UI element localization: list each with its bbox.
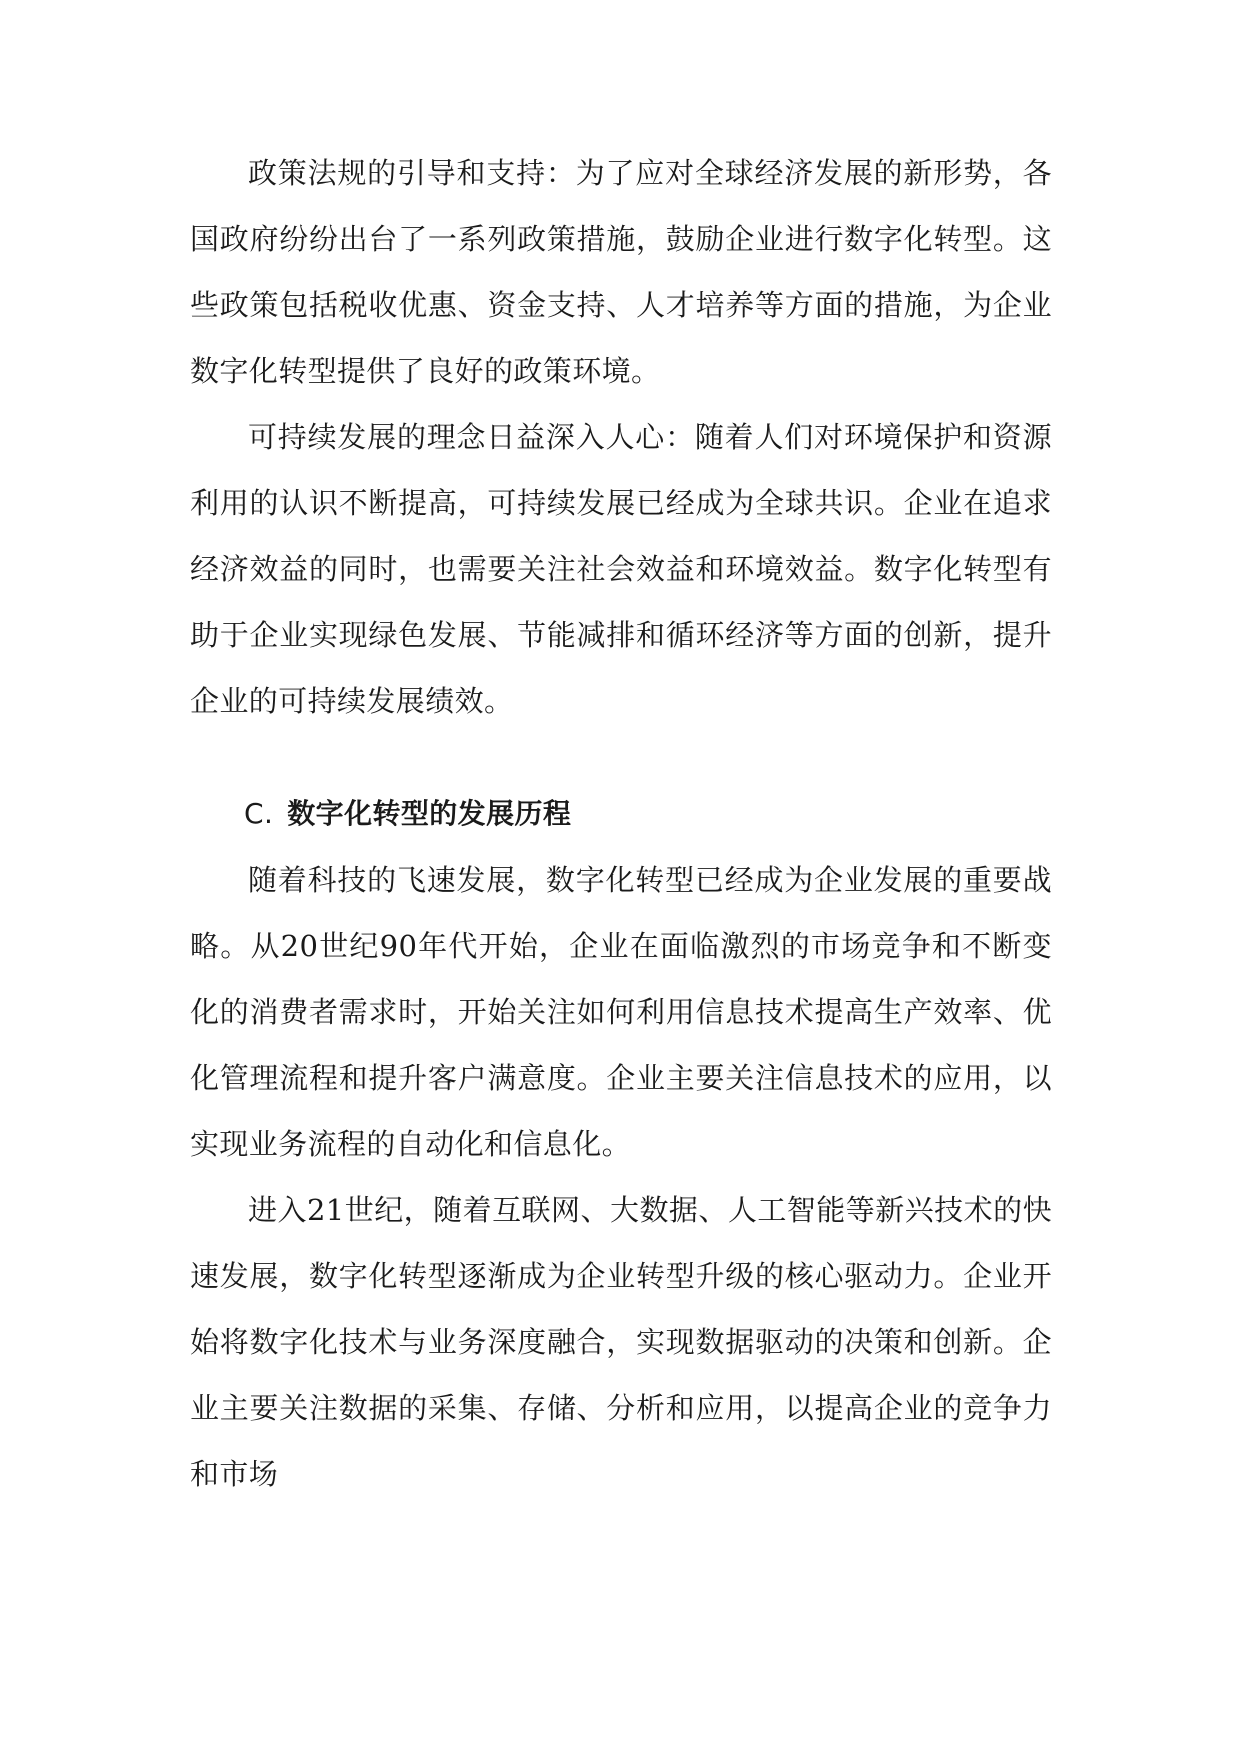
paragraph-policy-support: 政策法规的引导和支持：为了应对全球经济发展的新形势，各国政府纷纷出台了一系列政策措施，鼓励企业进行数字化转型。这些政策包括税收优惠、资金支持、人才培养等方面的措施，为企业数字化转型提供了良好的政策环境。 bbox=[190, 156, 1052, 388]
paragraph-history-21st-century: 进入21世纪，随着互联网、大数据、人工智能等新兴技术的快速发展，数字化转型逐渐成为企业转型升级的核心驱动力。企业开始将数字化技术与业务深度融合，实现数据驱动的决策和创新。企业主要关注数据的采集、存储、分析和应用，以提高企业的竞争力和市场 bbox=[190, 1193, 1052, 1491]
paragraph-history-1990s: 随着科技的飞速发展，数字化转型已经成为企业发展的重要战略。从20世纪90年代开始，企业在面临激烈的市场竞争和不断变化的消费者需求时，开始关注如何利用信息技术提高生产效率、优化管理流程和提升客户满意度。企业主要关注信息技术的应用，以实现业务流程的自动化和信息化。 bbox=[190, 863, 1052, 1161]
section-heading bbox=[190, 781, 1052, 847]
section-number: C. bbox=[244, 797, 274, 830]
page-content bbox=[190, 140, 1052, 1507]
paragraph-sustainable-development: 可持续发展的理念日益深入人心：随着人们对环境保护和资源利用的认识不断提高，可持续发展已经成为全球共识。企业在追求经济效益的同时，也需要关注社会效益和环境效益。数字化转型有助于企业实现绿色发展、节能减排和循环经济等方面的创新，提升企业的可持续发展绩效。 bbox=[190, 420, 1052, 718]
section-title: 数字化转型的发展历程 bbox=[287, 797, 572, 830]
